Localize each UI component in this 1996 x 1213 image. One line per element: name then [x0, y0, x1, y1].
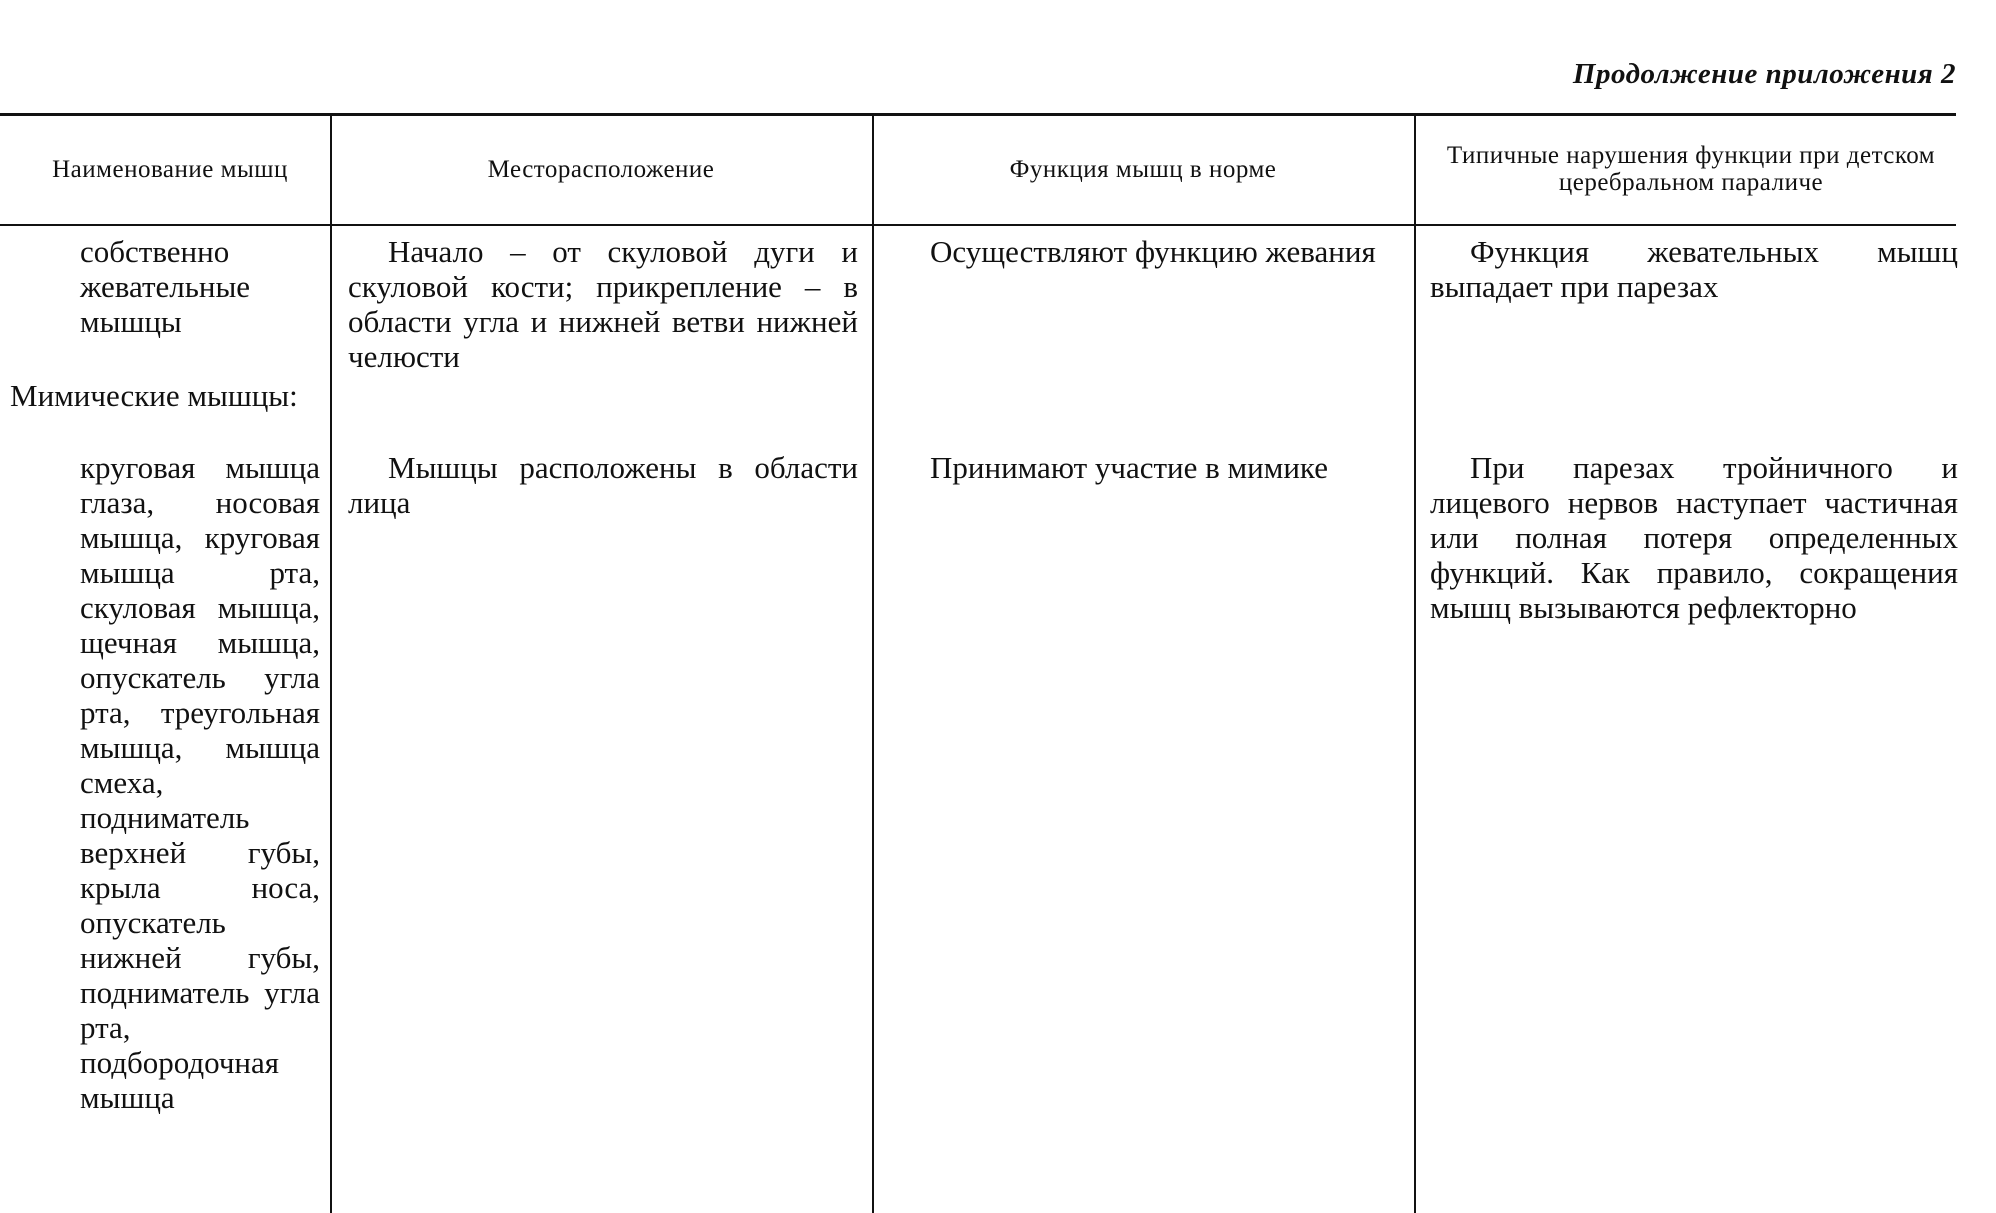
row-function: Осуществляют функцию жевания — [930, 234, 1376, 269]
column-divider — [872, 113, 874, 1213]
column-divider — [1414, 113, 1416, 1213]
row-disorder: Функция жевательных мышц выпадает при парезах — [1430, 234, 1958, 304]
table-header-rule — [0, 224, 1956, 226]
header-location: Месторасположение — [487, 155, 715, 183]
column-divider — [330, 113, 332, 1213]
running-head: Продолжение приложения 2 — [1572, 58, 1956, 90]
row-function: Принимают участие в мимике — [930, 450, 1328, 485]
header-disorders: Типичные нарушения функции при детском церебральном параличе — [1446, 142, 1936, 196]
group-heading: Мимические мышцы: — [10, 378, 298, 413]
row-muscle-name: собственно жевательные мышцы — [80, 234, 251, 339]
row-location: Начало – от скуловой дуги и скуловой кости; прикрепление – в области угла и нижней ветви нижней челюсти — [348, 234, 858, 374]
row-location: Мышцы расположены в области лица — [348, 450, 858, 520]
row-disorder: При парезах тройничного и лицевого нервов наступает частичная или полная потеря определенных функций. Как правило, сокращения мышц вызываются рефлекторно — [1430, 450, 1958, 625]
header-normal-function: Функция мышц в норме — [1009, 155, 1277, 183]
header-muscle-name: Наименование мышц — [52, 155, 288, 183]
row-muscle-name: круговая мышца глаза, носовая мышца, круговая мышца рта, скуловая мышца, щечная мышца, опускатель угла рта, треугольная мышца, мышца смеха, подниматель верхней губы, крыла носа, опускатель нижней губы, подниматель угла рта, подбородочная мышца — [80, 450, 320, 1115]
